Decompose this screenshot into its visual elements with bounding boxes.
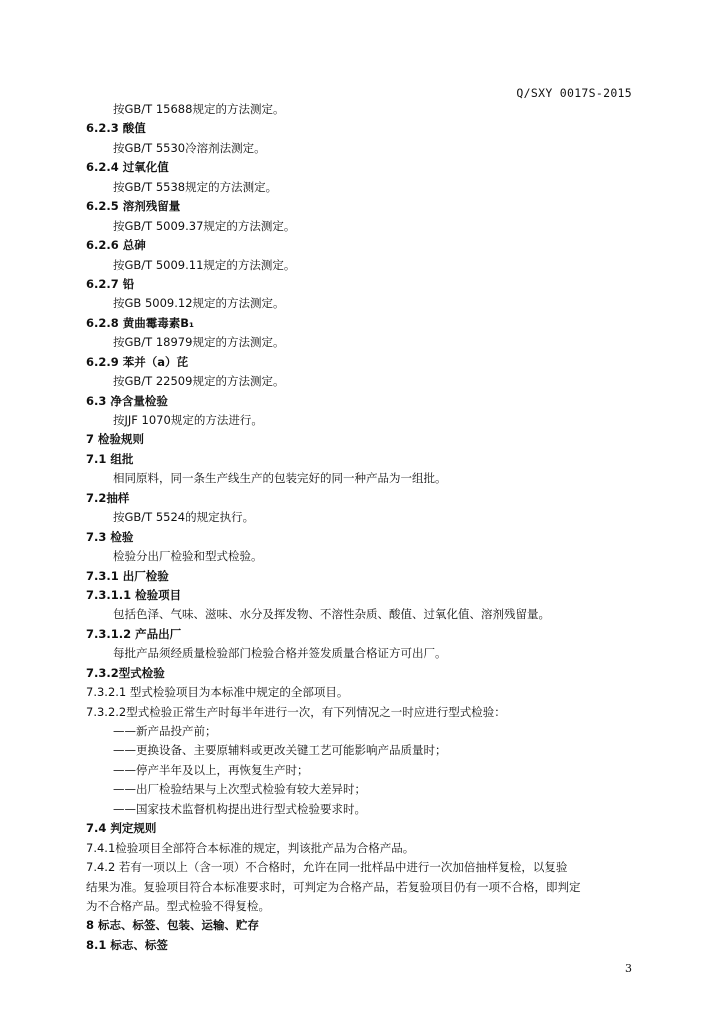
body-text: 按GB/T 5009.37规定的方法测定。 (113, 218, 296, 233)
chapter-heading: 8 标志、标签、包装、运输、贮存 (86, 918, 260, 933)
body-text: 包括色泽、气味、滋味、水分及挥发物、不溶性杂质、酸值、过氧化值、溶剂残留量。 (113, 607, 550, 622)
body-text: 按JJF 1070规定的方法进行。 (113, 413, 263, 427)
section-heading: 7.3.1 出厂检验 (86, 568, 169, 583)
body-text: 检验分出厂检验和型式检验。 (113, 549, 263, 564)
body-text: 相同原料，同一条生产线生产的包装完好的同一种产品为一组批。 (113, 471, 447, 486)
section-heading: 7.3.2型式检验 (86, 665, 165, 680)
body-text: 按GB/T 15688规定的方法测定。 (113, 102, 285, 116)
body-text: 按GB 5009.12规定的方法测定。 (113, 296, 285, 311)
section-heading: 6.2.5 溶剂残留量 (86, 199, 181, 214)
clause-text: 7.3.2.1 型式检验项目为本标准中规定的全部项目。 (86, 685, 349, 700)
dash-list-item: ——更换设备、主要原辅料或更改关键工艺可能影响产品质量时； (113, 743, 447, 758)
body-text: 按GB/T 18979规定的方法测定。 (113, 335, 285, 350)
section-heading: 7.3 检验 (86, 529, 134, 544)
body-text: 按GB/T 22509规定的方法测定。 (113, 374, 285, 389)
section-heading: 6.2.4 过氧化值 (86, 160, 169, 175)
clause-text: 7.4.2 若有一项以上（含一项）不合格时，允许在同一批样品中进行一次加倍抽样复检，以复验 (86, 860, 568, 875)
body-text: 按GB/T 5524的规定执行。 (113, 510, 255, 525)
body-text: 按GB/T 5530冷溶剂法测定。 (113, 140, 266, 155)
section-heading: 6.3 净含量检验 (86, 393, 168, 408)
section-heading: 6.2.7 铅 (86, 276, 135, 291)
clause-text: 7.3.2.2型式检验正常生产时每半年进行一次，有下列情况之一时应进行型式检验： (86, 704, 506, 719)
page-number: 3 (625, 962, 632, 975)
clause-text: 7.4.1检验项目全部符合本标准的规定，判该批产品为合格产品。 (86, 840, 415, 855)
section-heading: 6.2.3 酸值 (86, 121, 146, 136)
dash-list-item: ——出厂检验结果与上次型式检验有较大差异时； (113, 782, 366, 797)
section-heading: 7.2抽样 (86, 490, 130, 505)
dash-list-item: ——新产品投产前； (113, 724, 217, 738)
document-code: Q/SXY 0017S-2015 (516, 86, 632, 100)
dash-list-item: ——国家技术监督机构提出进行型式检验要求时。 (113, 801, 366, 816)
section-heading: 8.1 标志、标签 (86, 937, 168, 952)
subsection-heading: 7.3.1.1 检验项目 (86, 587, 182, 602)
body-text: 按GB/T 5009.11规定的方法测定。 (113, 257, 296, 272)
clause-text: 结果为准。复验项目符合本标准要求时，可判定为合格产品，若复验项目仍有一项不合格，即判定 (86, 879, 581, 894)
section-heading: 6.2.9 苯并（a）芘 (86, 354, 189, 369)
section-heading: 6.2.6 总砷 (86, 238, 146, 253)
chapter-heading: 7 检验规则 (86, 432, 145, 447)
body-text: 按GB/T 5538规定的方法测定。 (113, 179, 278, 194)
section-heading: 7.4 判定规则 (86, 821, 157, 836)
section-heading: 7.1 组批 (86, 451, 134, 466)
subsection-heading: 7.3.1.2 产品出厂 (86, 626, 182, 641)
section-heading: 6.2.8 黄曲霉毒素B₁ (86, 315, 195, 330)
dash-list-item: ——停产半年及以上，再恢复生产时； (113, 762, 309, 777)
clause-text: 为不合格产品。型式检验不得复检。 (86, 898, 270, 913)
document-body (86, 100, 642, 955)
body-text: 每批产品须经质量检验部门检验合格并签发质量合格证方可出厂。 (113, 646, 447, 661)
